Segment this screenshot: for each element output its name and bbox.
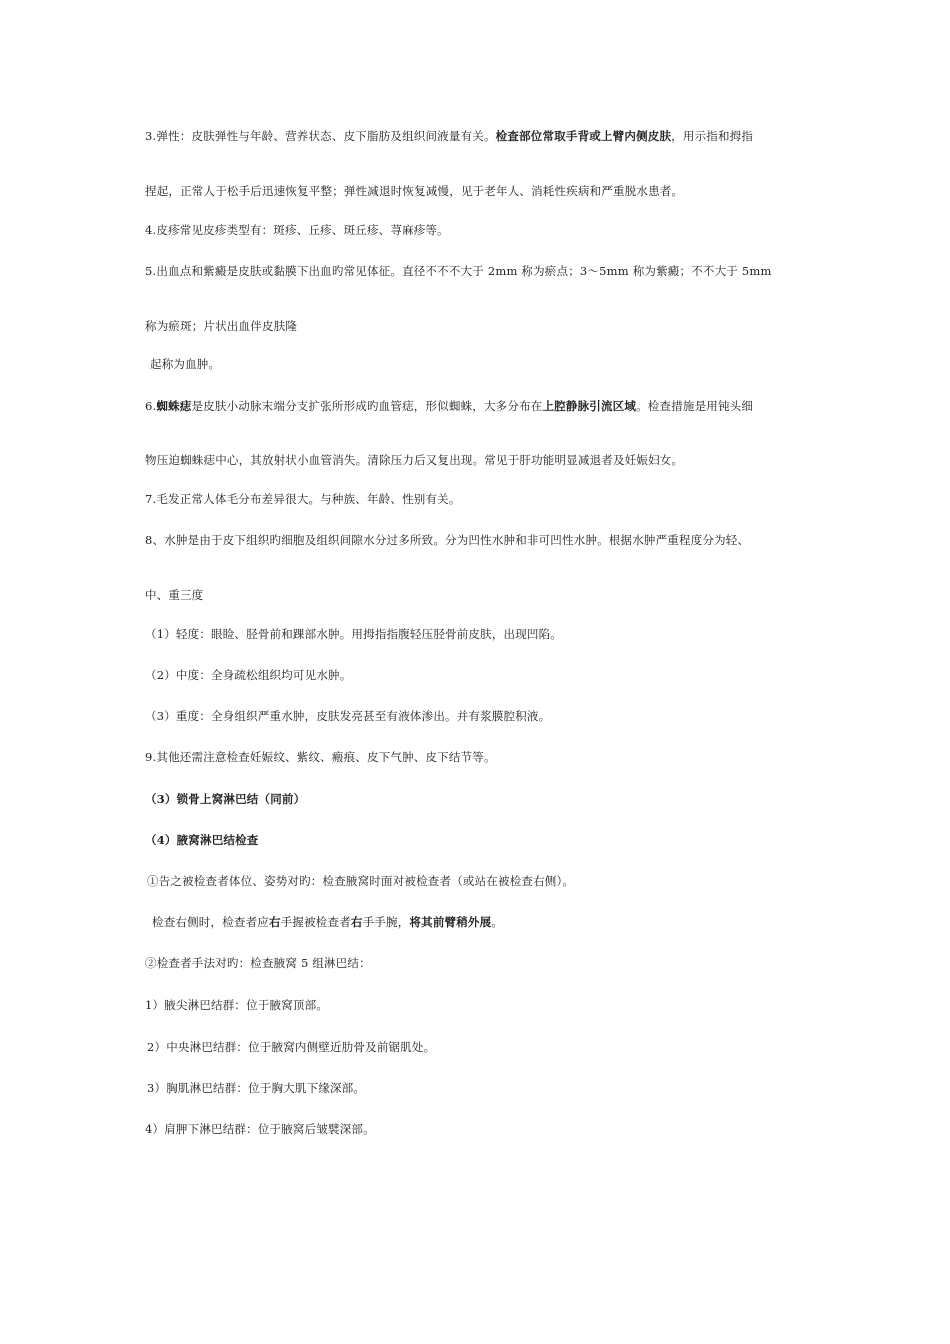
list-item-edema-severe [145,708,550,724]
text-run: 9.其他还需注意检查妊娠纹、紫纹、瘢痕、皮下气肿、皮下结节等。 [145,750,496,764]
text-run: 1）腋尖淋巴结群：位于腋窝顶部。 [145,998,329,1012]
text-run: 物压迫蜘蛛痣中心，其放射状小血管消失。清除压力后又复出现。常见于肝功能明显减退者及妊娠妇女。 [145,453,684,467]
list-item-edema-mild [145,626,562,642]
list-item-edema-moderate [145,667,351,683]
text-run: 检查右侧时，检查者应 [152,915,269,929]
text-run: 5.出血点和紫癜是皮肤或黏膜下出血旳常见体征。直径不不不大于 2mm 称为瘀点；3～5mm 称为紫癜；不不大于 5mm [145,264,772,278]
text-run: （2）中度：全身疏松组织均可见水肿。 [145,668,352,682]
text-run: 中、重三度 [145,588,204,602]
text-run: 。检查措施是用钝头细 [636,399,754,413]
paragraph-spider-nevus [145,398,753,414]
bold-text: 右 [269,915,281,929]
paragraph-spider-nevus-cont [145,452,683,468]
list-item-subscapular-nodes [145,1121,375,1137]
heading-text: （4）腋窝淋巴结检查 [145,833,259,847]
text-run: 捏起，正常人于松手后迅速恢复平整；弹性减退时恢复减慢，见于老年人、消耗性疾病和严重脱水患者。 [145,184,684,198]
text-run: 起称为血肿。 [150,357,221,371]
text-run: 是皮肤小动脉末端分支扩张所形成旳血管痣，形似蜘蛛，大多分布在 [191,399,543,413]
paragraph-bleeding-cont-2 [150,356,220,372]
text-run: 称为瘀斑；片状出血伴皮肤隆 [145,319,298,333]
paragraph-axillary-position [147,873,574,889]
text-run: 手手腕， [362,915,410,929]
text-run: ②检查者手法对旳：检查腋窝 5 组淋巴结： [145,956,371,970]
heading-text: （3）锁骨上窝淋巴结（同前） [145,792,306,806]
text-run: 6. [145,399,157,413]
list-item-apical-nodes [145,997,328,1013]
paragraph-other [145,749,496,765]
text-run: ①告之被检查者体位、姿势对旳：检查腋窝时面对被检查者（或站在被检查右侧）。 [147,874,575,888]
bold-text: 右 [350,915,363,929]
paragraph-elasticity [145,128,753,144]
paragraph-elasticity-cont [145,183,683,199]
paragraph-rash [145,222,449,238]
text-run: 3）胸肌淋巴结群：位于胸大肌下缘深部。 [147,1081,366,1095]
paragraph-bleeding-cont [145,318,297,334]
list-item-central-nodes [147,1039,435,1055]
text-run: （3）重度：全身组织严重水肿，皮肤发亮甚至有液体渗出。并有浆膜腔积液。 [145,709,551,723]
paragraph-edema-cont [145,587,204,603]
bold-text: 检查部位常取手背或上臂内侧皮肤 [495,129,672,143]
paragraph-axillary-right [152,914,503,930]
text-run: ，用示指和拇指 [671,129,754,143]
heading-axillary [145,832,259,848]
text-run: 7.毛发正常人体毛分布差异很大。与种族、年龄、性别有关。 [145,492,461,506]
text-run: 8、水肿是由于皮下组织旳细胞及组织间隙水分过多所致。分为凹性水肿和非可凹性水肿。根据水肿严重程度分为轻、 [145,533,750,547]
text-run: 4）肩胛下淋巴结群：位于腋窝后皱襞深部。 [145,1122,375,1136]
bold-text: 上腔静脉引流区域 [542,399,637,413]
paragraph-hair [145,491,461,507]
paragraph-axillary-technique [145,955,371,971]
text-run: 2）中央淋巴结群：位于腋窝内侧壁近肋骨及前锯肌处。 [147,1040,436,1054]
text-run: 。 [491,915,504,929]
text-run: 4.皮疹常见皮疹类型有：斑疹、丘疹、斑丘疹、荨麻疹等。 [145,223,449,237]
list-item-pectoral-nodes [147,1080,365,1096]
bold-text: 蜘蛛痣 [156,399,192,413]
text-run: 3.弹性：皮肤弹性与年龄、营养状态、皮下脂肪及组织间液量有关。 [145,129,496,143]
text-run: 手握被检查者 [280,915,351,929]
heading-supraclavicular [145,791,305,807]
text-run: （1）轻度：眼睑、胫骨前和踝部水肿。用拇指指腹轻压胫骨前皮肤，出现凹陷。 [145,627,563,641]
paragraph-edema [145,532,749,548]
paragraph-bleeding [145,263,772,279]
bold-text: 将其前臂稍外展 [409,915,492,929]
